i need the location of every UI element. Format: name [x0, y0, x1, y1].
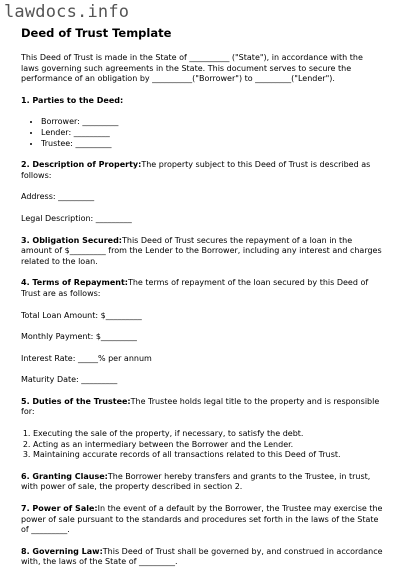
- list-item-trustee: • Trustee: _________: [41, 139, 383, 150]
- field-legal-description: Legal Description: _________: [21, 213, 132, 223]
- list-item-borrower: • Borrower: _________: [41, 117, 383, 128]
- section-8-heading: 8. Governing Law:: [21, 546, 103, 556]
- field-interest-rate: Interest Rate: _____% per annum: [21, 353, 152, 363]
- list-item: 1. Executing the sale of the property, if necessary, to satisfy the debt.: [33, 429, 383, 440]
- document-body: [21, 27, 383, 579]
- site-watermark: lawdocs.info: [4, 2, 130, 22]
- section-8-text: This Deed of Trust shall be governed by, and construed in accordance with, the laws of the State of _________.: [21, 546, 383, 567]
- section-5-heading: 5. Duties of the Trustee:: [21, 396, 131, 406]
- list-item: 3. Maintaining accurate records of all transactions related to this Deed of Trust.: [33, 450, 383, 461]
- section-7-heading: 7. Power of Sale:: [21, 504, 98, 514]
- section-6: [21, 472, 383, 493]
- section-2-heading: 2. Description of Property:: [21, 160, 142, 170]
- section-3-text: This Deed of Trust secures the repayment of a loan in the amount of $_________ from the Lender to the Borrower, including any interest and charges related to the loan.: [21, 235, 382, 266]
- list-item-lender: • Lender: _________: [41, 128, 383, 139]
- list-item: 2. Acting as an intermediary between the Borrower and the Lender.: [33, 440, 383, 451]
- section-4-heading: 4. Terms of Repayment:: [21, 278, 128, 288]
- section-7-text: In the event of a default by the Borrower, the Trustee may exercise the power of sale pursuant to the standards and procedures set forth in the laws of the State of _________.: [21, 504, 383, 535]
- trustee-duties-list: [21, 429, 383, 461]
- section-4-text: The terms of repayment of the loan secured by this Deed of Trust are as follows:: [21, 278, 369, 298]
- field-address: Address: _________: [21, 192, 95, 202]
- intro-paragraph: This Deed of Trust is made in the State of __________ ("State"), in accordance with the laws governing such agreements in the State. This document serves to secure the performance of an obligation by __________("Borrower") to _________("Lender").: [21, 53, 363, 84]
- field-maturity-date: Maturity Date: _________: [21, 375, 118, 385]
- section-5-text: The Trustee holds legal title to the property and is responsible for:: [21, 396, 380, 417]
- section-8: [21, 547, 383, 568]
- field-total-loan-amount: Total Loan Amount: $_________: [21, 310, 142, 320]
- parties-list: [21, 117, 383, 149]
- section-1-heading: 1. Parties to the Deed:: [21, 95, 124, 105]
- field-monthly-payment: Monthly Payment: $_________: [21, 332, 137, 342]
- section-3: [21, 236, 383, 268]
- section-4: [21, 278, 383, 299]
- section-3-heading: 3. Obligation Secured:: [21, 235, 122, 245]
- section-6-text: The Borrower hereby transfers and grants to the Trustee, in trust, with power of sale, the property described in section 2.: [21, 471, 371, 492]
- section-2-text: The property subject to this Deed of Trust is described as follows:: [21, 160, 371, 180]
- section-2: [21, 160, 383, 181]
- section-5: [21, 397, 383, 418]
- document-title: Deed of Trust Template: [21, 26, 172, 40]
- section-6-heading: 6. Granting Clause:: [21, 471, 108, 481]
